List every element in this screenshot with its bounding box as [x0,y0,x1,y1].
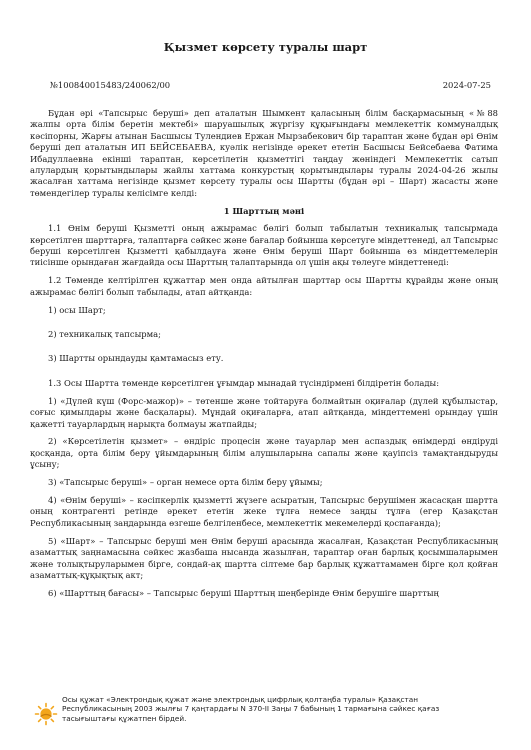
legal-notice [62,695,482,723]
clause-1-3: 1.3 Осы Шартта төменде көрсетілген ұғымдар мынадай түсіндірмені білдіретін болады: [48,377,440,388]
definition-item: 3) «Тапсырыс беруші» – орган немесе орта білім беру ұйымы; [48,477,323,488]
definition-item: 5) «Шарт» – Тапсырыс беруші мен Өнім беруші арасында жасалған, Қазақстан Республикасының азаматтық заңнамасына сәйкес жазбаша нысанда жазылған, тараптар оған барлық қосымшаларымен және толықтыруларымен бірге, сондай-ақ шартта сілтеме бар барлық құжаттамамен бірге қол қойған азаматтық-құқықтық акт; [30,535,498,580]
legal-notice-line: тасығыштағы құжатпен бірдей. [62,713,187,723]
section-title: 1 Шарттың мәні [223,205,305,216]
definition-item: 4) «Өнім беруші» – кәсіпкерлік қызметті жүзеге асыратын, Тапсырыс берушімен жасасқан шартта оның контрагенті ретінде әрекет ететін жеке тұлға немесе заңды тұлға (егер Қазақстан Республикасының заңдарында өзгеше белгіленбесе, мемлекеттік мекемелерді қоспағанда); [30,495,498,528]
definition-item: 6) «Шарттың бағасы» – Тапсырыс беруші Шарттың шеңберінде Өнім берушіге шарттың [48,587,439,598]
clause-1-1: 1.1 Өнім беруші Қызметті оның ажырамас бөлігі болып табылатын техникалық тапсырмада көрсетілген шарттарға, талаптарға сәйкес және бағалар бойынша көрсетуге міндеттенеді, ал Тапсырыс беруші көрсетілген Қызметті қабылдауға және Өнім беруші Шарт бойынша өз міндеттемелерін тиісінше орындаған жағдайда осы Шарттың талаптарында ол үшін ақы төлеуге міндеттенеді: [30,223,498,268]
contract-number: №100840015483/240062/00 [50,80,171,90]
preamble-paragraph: Бұдан әрі «Тапсырыс беруші» деп аталатын Шымкент қаласының білім басқармасының «№88 жалпы орта білім беретін мектебі» шаруашылық жүргізу құқығындағы мемлекеттік коммуналдық кәсіпорны, Жарғы атынан Басшысы Тулендиев Ержан Мырзабекович бір тараптан және бұдан әрі Өнім беруші деп аталатын ИП БЕЙСЕБАЕВА, куәлік негізінде әрекет ететін Басшысы Бейсебаева Фатима Ибадуллаевна екінші тараптан, көрсетілетін қызметтігі таңдау жөніндегі Мемлекеттік сатып алулардың қорытындылары жайлы хаттама конкурстың қорытындылары туралы 2024-04-26 жылы жасалған хаттама негізінде қызмет көрсету туралы осы Шартты (бұдан әрі – Шарт) жасасты және төмендегілер туралы келісімге келді: [30,108,498,198]
contract-date: 2024-07-25 [442,80,491,90]
list-item: 1) осы Шарт; [48,304,106,315]
document-body [30,108,498,606]
legal-notice-line: Осы құжат «Электрондық құжат және электрондық цифрлық қолтаңба туралы» Қазақстан [62,695,419,704]
list-item: 2) техникалық тапсырма; [48,329,161,339]
sun-logo-icon [34,702,58,726]
document-footer [0,690,531,750]
legal-notice-line: Республикасының 2003 жылғы 7 қаңтардағы N 370-II Заңы 7 бабының 1 тармағына сәйкес қағаз [62,704,440,714]
definition-item: 2) «Көрсетілетін қызмет» – өндіріс процесін және тауарлар мен аспаздық өнімдерді өндіруді қосқанда, орта білім беру ұйымдарының білім алушыларына сапалы және қауіпсіз тамақтандыруды ұсыну; [30,436,498,470]
document-meta [50,80,491,90]
list-item: 3) Шартты орындауды қамтамасыз ету. [48,353,224,364]
document-title: Қызмет көрсету туралы шарт [163,40,368,54]
clause-1-2: 1.2 Төменде келтірілген құжаттар мен онда айтылған шарттар осы Шартты құрайды және оның ажырамас бөлігі болып табылады, атап айтқанда: [30,275,498,297]
definition-item: 1) «Дүлей күш (Форс-мажор)» – төтенше және тойтаруға болмайтын оқиғалар (дүлей құбылыстар, соғыс қимылдары және басқалары). Мұндай оқиғаларға, атап айтқанда, міндеттемені орындау үшін қажетті тауарлардың нарықта болмауы жатпайды; [30,395,498,429]
